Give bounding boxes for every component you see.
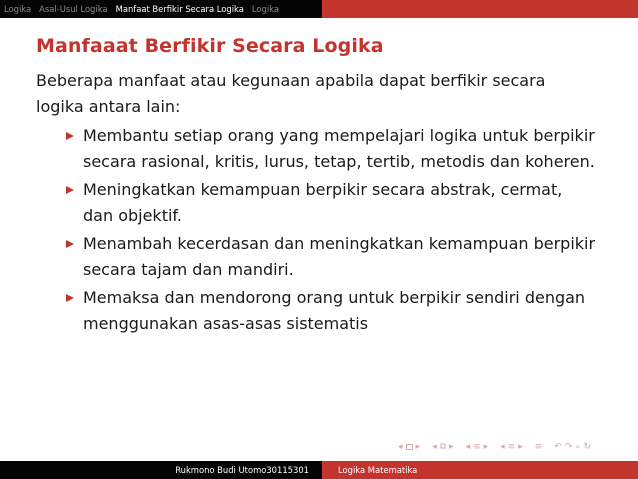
search-back-icon[interactable]: ↶ — [554, 442, 562, 452]
nav-tab-logika-next[interactable]: Logika — [251, 4, 280, 14]
beamer-navigation-symbols — [398, 440, 591, 454]
bullet-item — [36, 231, 596, 282]
bullet-text: Memaksa dan mendorong orang untuk berpikir sendiri dengan menggunakan asas-asas sistematis — [83, 288, 586, 333]
slide-back-arrow-icon[interactable]: ◂ — [398, 442, 403, 452]
section-back-arrow-icon[interactable]: ◂ — [500, 442, 505, 452]
nav-tab-asal-usul-logika[interactable]: Asal-Usul Logika — [39, 4, 108, 14]
search-icon[interactable]: ⌕ — [575, 442, 581, 452]
triangle-bullet-icon — [66, 132, 74, 140]
footer-author: Rukmono Budi Utomo30115301 — [0, 461, 322, 479]
slide-icon[interactable] — [406, 444, 413, 450]
bullet-item — [36, 285, 596, 336]
appendix-icon[interactable]: ≡ — [534, 442, 543, 452]
intro-paragraph: Beberapa manfaat atau kegunaan apabila dapat berfikir secara logika antara lain: — [36, 71, 546, 116]
subsection-back-arrow-icon[interactable]: ◂ — [465, 442, 471, 452]
bullet-list — [36, 123, 596, 336]
frame-title: Manfaaat Berfikir Secara Logika — [36, 35, 384, 57]
bullet-text: Membantu setiap orang yang mempelajari logika untuk berpikir secara rasional, kritis, lurus, tetap, tertib, metodis dan koheren. — [83, 126, 595, 171]
frame-forward-arrow-icon[interactable]: ▸ — [449, 442, 454, 452]
bullet-text: Menambah kecerdasan dan meningkatkan kemampuan berpikir secara tajam dan mandiri. — [83, 234, 596, 279]
slide-forward-arrow-icon[interactable]: ▸ — [415, 442, 421, 452]
zoom-icon[interactable]: ↻ — [583, 442, 592, 452]
bullet-item — [36, 177, 596, 228]
frame-content — [36, 68, 596, 339]
subsection-icon[interactable]: ≡ — [473, 442, 481, 452]
top-bar-accent-block — [322, 0, 638, 18]
bullet-text: Meningkatkan kemampuan berpikir secara abstrak, cermat, dan objektif. — [83, 180, 563, 225]
section-icon[interactable]: ≡ — [507, 442, 516, 452]
frame-icon[interactable]: ⧉ — [439, 442, 447, 452]
subsection-forward-arrow-icon[interactable]: ▸ — [483, 442, 489, 452]
footer-title: Logika Matematika — [322, 461, 638, 479]
search-forward-icon[interactable]: ↷ — [564, 442, 573, 452]
triangle-bullet-icon — [66, 240, 74, 248]
top-navigation-bar — [0, 0, 638, 18]
section-tabs — [0, 0, 322, 18]
triangle-bullet-icon — [66, 294, 74, 302]
triangle-bullet-icon — [66, 186, 74, 194]
footer-bar — [0, 461, 638, 479]
frame-back-arrow-icon[interactable]: ◂ — [432, 442, 437, 452]
section-forward-arrow-icon[interactable]: ▸ — [518, 442, 523, 452]
bullet-item — [36, 123, 596, 174]
nav-tab-manfaat-berfikir[interactable]: Manfaat Berfikir Secara Logika — [115, 4, 244, 14]
nav-tab-logika[interactable]: Logika — [4, 4, 32, 14]
